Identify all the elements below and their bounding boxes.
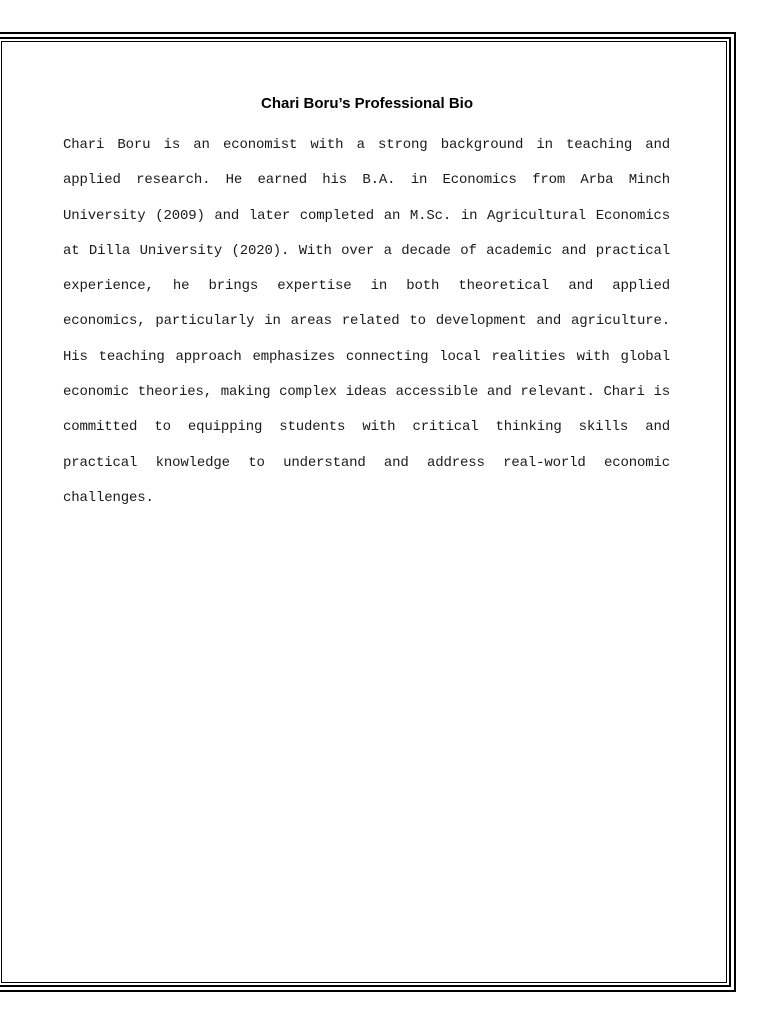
bio-paragraph: Chari Boru is an economist with a strong background in teaching and applied research. He earned his B.A. in Economics from Arba Minch University (2009) and later completed an M.Sc. in Agricultural Economics at Dilla University (2020). With over a decade of academic and practical experience, he brings expertise in both theoretical and applied economics, particularly in areas related to development and agriculture. His teaching approach emphasizes connecting local realities with global economic theories, making complex ideas accessible and relevant. Chari is committed to equipping students with critical thinking skills and practical knowledge to understand and address real-world economic challenges. — [63, 137, 670, 506]
document-title: Chari Boru’s Professional Bio — [261, 95, 473, 112]
